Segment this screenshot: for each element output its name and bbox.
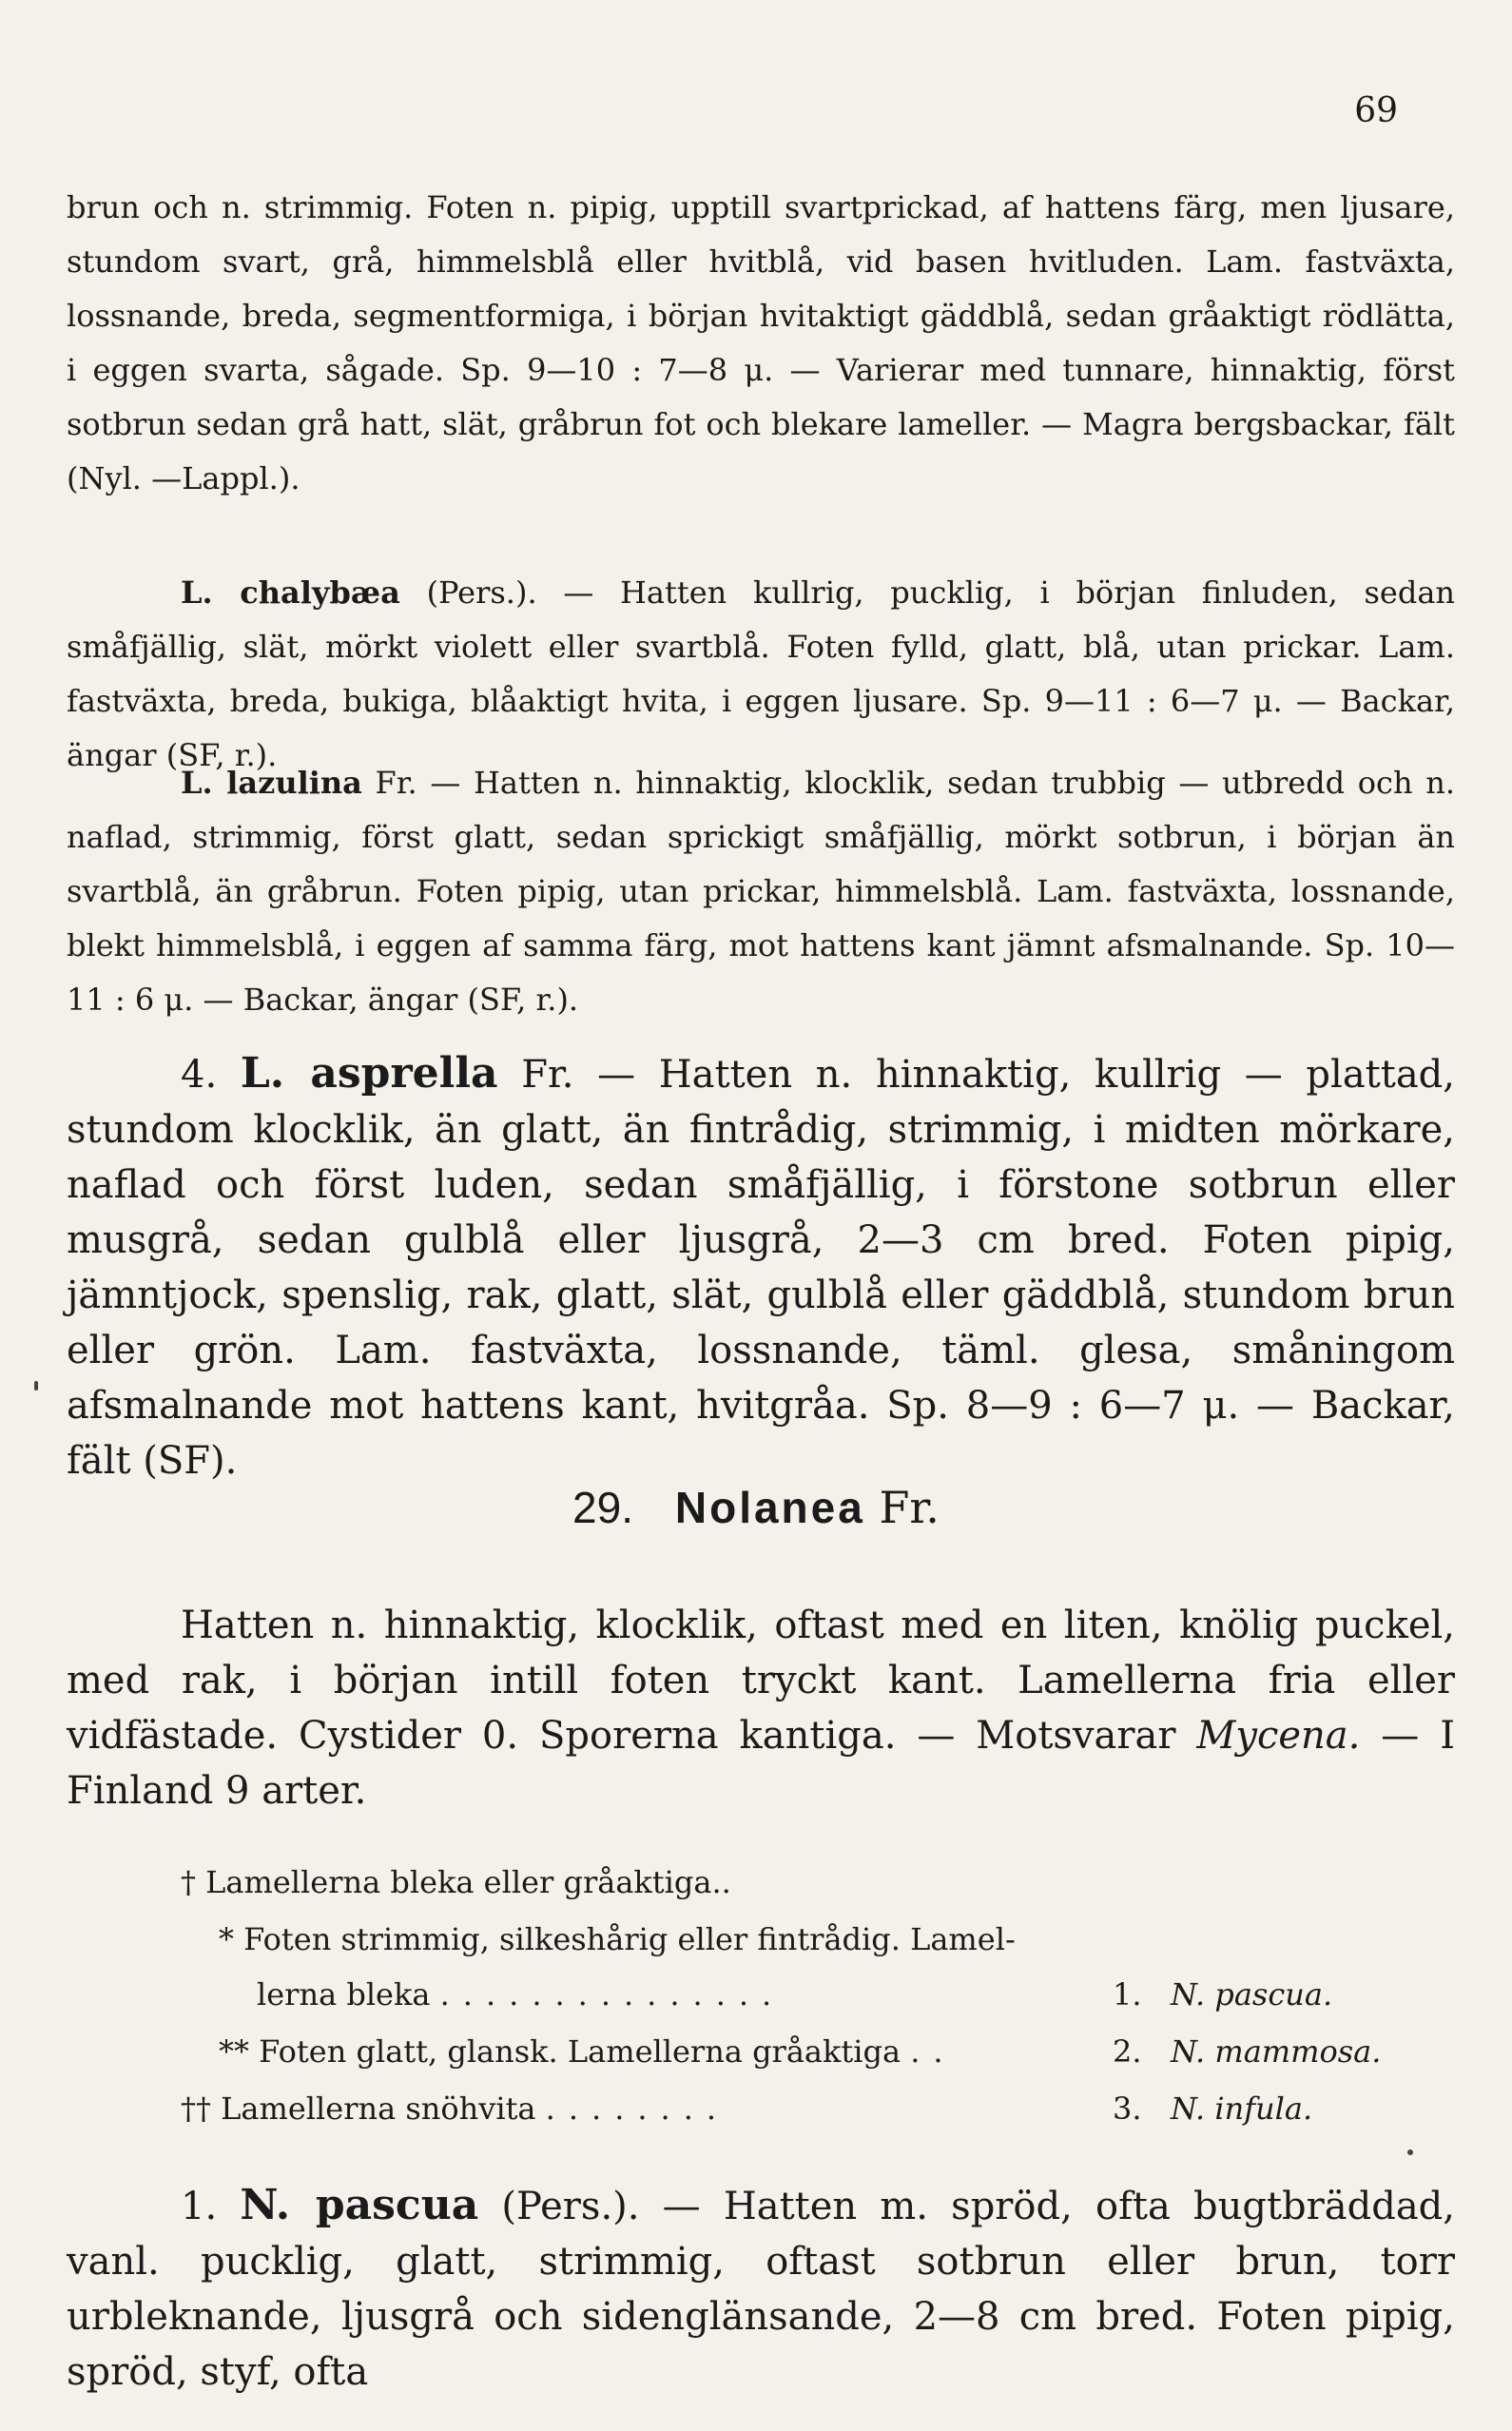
page-number: 69 xyxy=(1354,91,1398,130)
key-lead-2-num: 3. xyxy=(1113,2091,1142,2127)
genus-description-pre: Hatten n. hinnaktig, klocklik, oftast med en liten, knölig puckel, med rak, i början intill foten tryckt kant. Lamellerna fria eller vidfästade. Cystider 0. Sporerna kantiga. — Motsvarar xyxy=(67,1604,1455,1758)
genus-author: Fr. xyxy=(879,1482,940,1533)
asprella-name: L. asprella xyxy=(240,1049,498,1098)
key-lead-1b-result xyxy=(1113,2033,1381,2089)
key-lead-1a xyxy=(219,1921,1016,1976)
key-lead-1a-num: 1. xyxy=(1113,1976,1142,2013)
genus-description-genus: Mycena. xyxy=(1196,1714,1361,1758)
key-lead-1 xyxy=(181,1864,731,1919)
asprella-paragraph xyxy=(67,1046,1455,1488)
genus-heading xyxy=(0,1482,1512,1533)
lazulina-name: L. lazulina xyxy=(181,765,362,801)
key-lead-1a-dots: ............... xyxy=(439,1976,785,2013)
genus-description-post: — I Finland 9 arter. xyxy=(67,1714,1455,1813)
key-lead-1a-text: * Foten strimmig, silkeshårig eller fintrådig. Lamel- xyxy=(219,1921,1016,1957)
pascua-name: N. pascua xyxy=(240,2181,479,2229)
pascua-text: (Pers.). — Hatten m. spröd, ofta bugtbräddad, vanl. pucklig, glatt, strimmig, oftast sotbrun eller brun, torr urbleknande, ljusgrå och sidenglänsande, 2—8 cm bred. Foten pipig, spröd, styf, ofta xyxy=(67,2185,1455,2394)
genus-name: Nolanea xyxy=(674,1483,865,1532)
key-lead-2-dots: ........ xyxy=(545,2091,730,2127)
key-lead-1b xyxy=(219,2033,957,2089)
key-lead-1a-text2: lerna bleka xyxy=(257,1976,431,2013)
key-lead-1a-target: N. pascua. xyxy=(1171,1976,1333,2013)
key-lead-2-result xyxy=(1113,2091,1312,2146)
pascua-paragraph xyxy=(67,2178,1455,2400)
key-lead-2 xyxy=(181,2091,729,2146)
chalybaea-name: L. chalybæa xyxy=(181,574,400,611)
prev-species-text: brun och n. strimmig. Foten n. pipig, upptill svartprickad, af hattens färg, men ljusare, stundom svart, grå, himmelsblå eller hvitblå, vid basen hvitluden. Lam. fastväxta, lossnande, breda, segmentformiga, i början hvitaktigt gäddblå, sedan gråaktigt rödlätta, i eggen svarta, sågade. Sp. 9—10 : 7—8 μ. — Varierar med tunnare, hinnaktig, först sotbrun sedan grå hatt, slät, gråbrun fot och blekare lameller. — Magra bergsbackar, fält (Nyl. —Lappl.). xyxy=(67,189,1455,496)
pascua-number: 1. xyxy=(181,2185,218,2228)
key-lead-1-text: † Lamellerna bleka eller gråaktiga.. xyxy=(181,1864,731,1900)
key-lead-1a-cont xyxy=(257,1976,785,2032)
key-lead-2-text: †† Lamellerna snöhvita xyxy=(181,2091,536,2127)
key-lead-1b-text: ** Foten glatt, glansk. Lamellerna gråaktiga xyxy=(219,2033,901,2070)
key-lead-1b-target: N. mammosa. xyxy=(1171,2033,1382,2070)
key-lead-1b-num: 2. xyxy=(1113,2033,1142,2070)
asprella-text: Fr. — Hatten n. hinnaktig, kullrig — plattad, stundom klocklik, än glatt, än fintrådig, strimmig, i midten mörkare, naflad och först luden, sedan småfjällig, i förstone sotbrun eller musgrå, sedan gulblå eller ljusgrå, 2—3 cm bred. Foten pipig, jämntjock, spenslig, rak, glatt, slät, gulblå eller gäddblå, stundom brun eller grön. Lam. fastväxta, lossnande, täml. glesa, småningom afsmalnande mot hattens kant, hvitgråa. Sp. 8—9 : 6—7 μ. — Backar, fält (SF). xyxy=(67,1053,1455,1483)
chalybaea-text: (Pers.). — Hatten kullrig, pucklig, i början finluden, sedan småfjällig, slät, mörkt violett eller svartblå. Foten fylld, glatt, blå, utan prickar. Lam. fastväxta, breda, bukiga, blåaktigt hvita, i eggen ljusare. Sp. 9—11 : 6—7 μ. — Backar, ängar (SF, r.). xyxy=(67,574,1456,773)
lazulina-paragraph xyxy=(67,756,1455,1027)
genus-number: 29. xyxy=(572,1483,633,1532)
lazulina-text: Fr. — Hatten n. hinnaktig, klocklik, sedan trubbig — utbredd och n. naflad, strimmig, först glatt, sedan sprickigt småfjällig, mörkt sotbrun, i början än svartblå, än gråbrun. Foten pipig, utan prickar, himmelsblå. Lam. fastväxta, lossnande, blekt himmelsblå, i eggen af samma färg, mot hattens kant jämnt afsmalnande. Sp. 10—11 : 6 μ. — Backar, ängar (SF, r.). xyxy=(67,765,1455,1018)
key-lead-1a-result xyxy=(1113,1976,1332,2032)
asprella-number: 4. xyxy=(181,1053,218,1097)
prev-species-paragraph xyxy=(67,181,1455,506)
chalybaea-paragraph xyxy=(67,566,1455,783)
paper-speck xyxy=(1407,2149,1413,2155)
key-lead-1b-dots: .. xyxy=(910,2033,957,2070)
paper-speck xyxy=(34,1381,38,1391)
key-lead-2-target: N. infula. xyxy=(1171,2091,1313,2127)
genus-description xyxy=(67,1598,1455,1818)
